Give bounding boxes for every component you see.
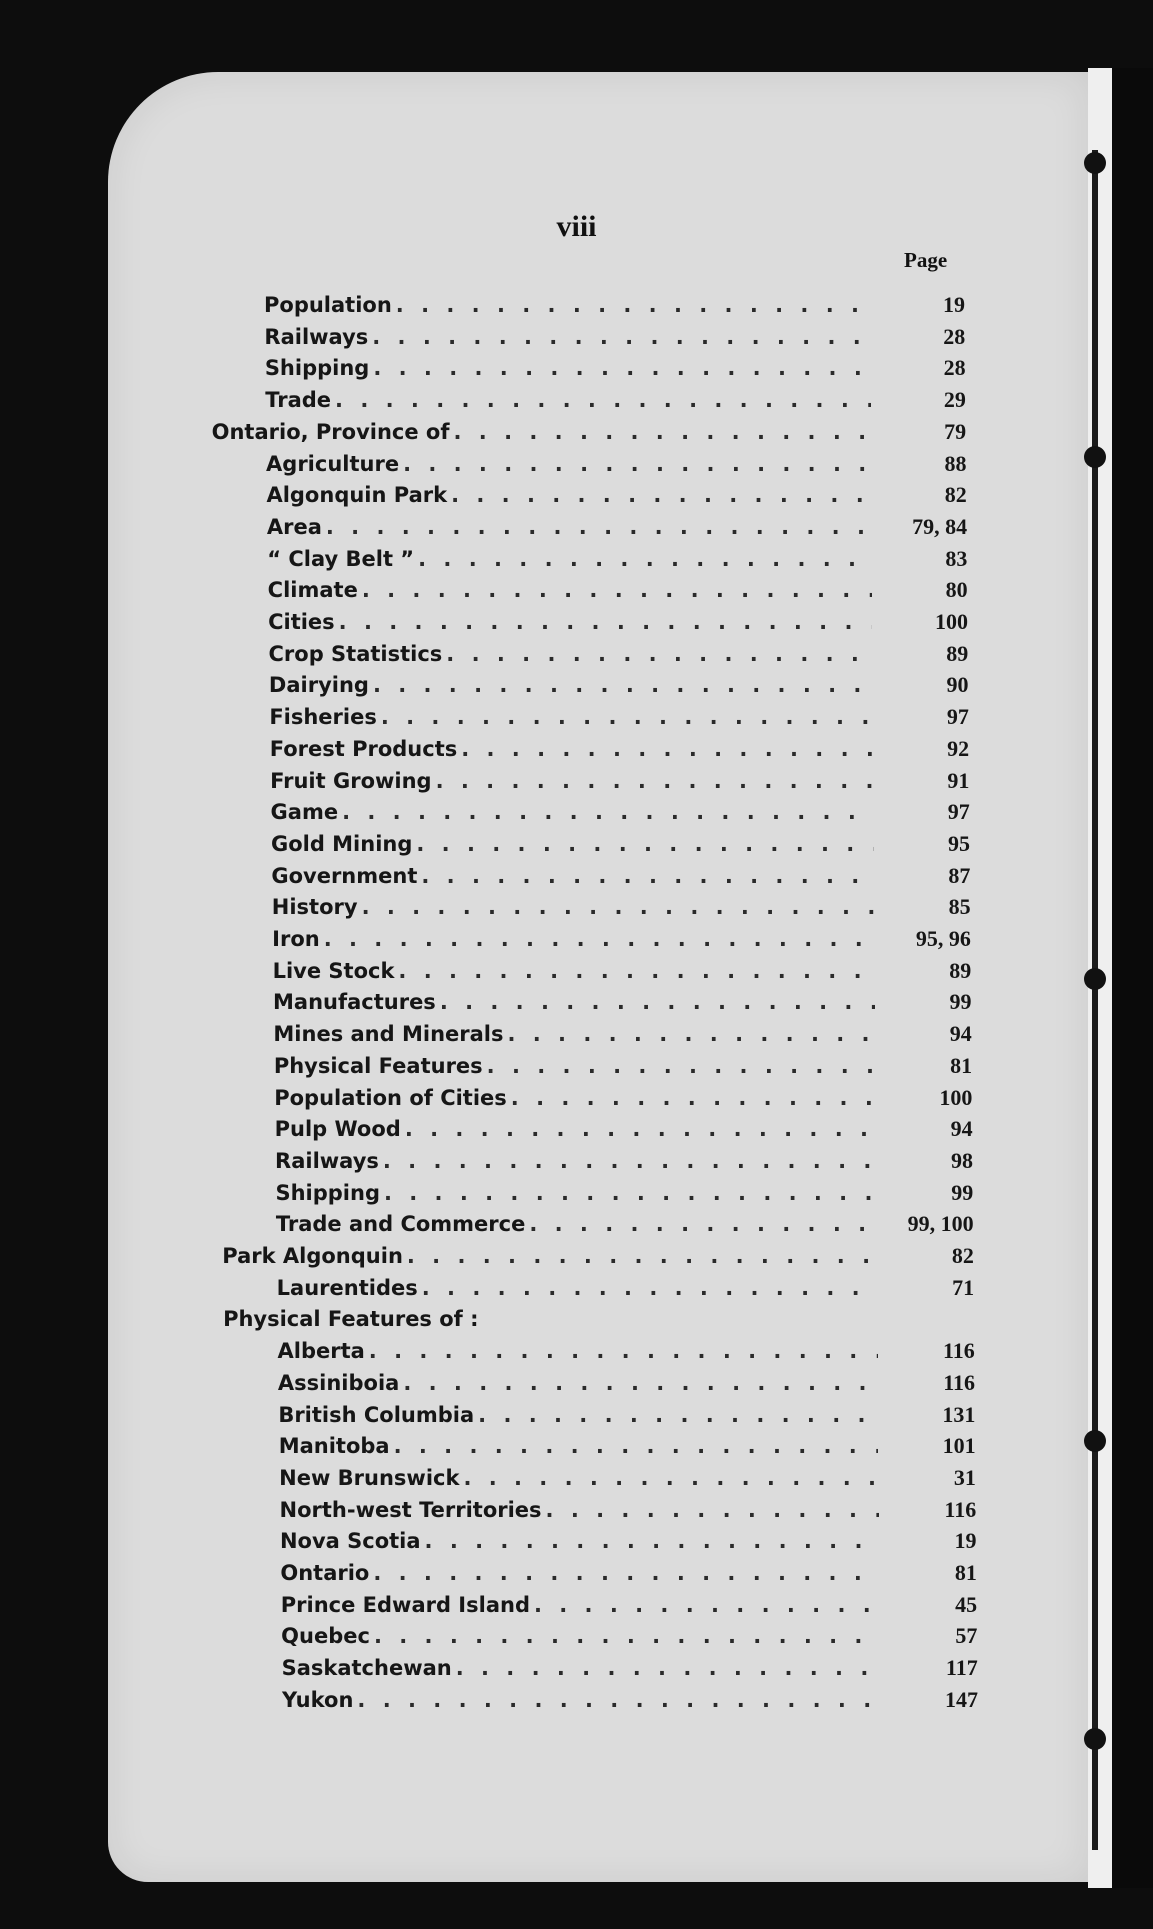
entry-page-number: 95, 96 bbox=[915, 926, 971, 951]
entry-label: Population of Cities bbox=[274, 1085, 507, 1110]
entry-label: Park Algonquin bbox=[222, 1244, 403, 1268]
entry-label: Yukon bbox=[282, 1687, 354, 1712]
dot-leader bbox=[369, 1336, 878, 1366]
entry-label: Physical Features bbox=[273, 1053, 483, 1078]
index-sub-entry bbox=[271, 861, 874, 891]
entry-label: Alberta bbox=[277, 1339, 365, 1364]
index-sub-entry bbox=[271, 829, 874, 859]
index-sub-entry bbox=[275, 1146, 876, 1176]
index-sub-entry bbox=[282, 1653, 880, 1683]
entry-page-number: 116 bbox=[942, 1338, 975, 1364]
index-sub-entry bbox=[265, 385, 870, 415]
index-sub-entry bbox=[280, 1526, 879, 1556]
entry-page-number: 91 bbox=[947, 767, 970, 793]
dot-leader bbox=[461, 734, 873, 764]
entry-label: Saskatchewan bbox=[281, 1656, 452, 1681]
entry-page-number: 29 bbox=[943, 387, 966, 413]
index-heading-entry bbox=[212, 417, 871, 447]
index-sub-entry bbox=[273, 987, 875, 1017]
entry-label: Gold Mining bbox=[270, 831, 413, 856]
page-column-label: Page bbox=[904, 248, 948, 272]
entry-label: Iron bbox=[272, 927, 320, 951]
dot-leader bbox=[373, 670, 873, 700]
dot-leader bbox=[374, 1621, 880, 1651]
index-sub-entry bbox=[272, 892, 875, 922]
entry-page-number: 19 bbox=[954, 1528, 977, 1554]
entry-label: Algonquin Park bbox=[266, 483, 448, 508]
dot-leader bbox=[454, 417, 871, 447]
entry-page-number: 100 bbox=[939, 1084, 973, 1110]
index-sub-entry bbox=[277, 1273, 877, 1303]
index-sub-entry bbox=[264, 290, 870, 320]
scan-border bbox=[1112, 68, 1153, 1888]
entry-page-number: 79, 84 bbox=[912, 513, 968, 539]
entry-label: British Columbia bbox=[278, 1402, 475, 1427]
dot-leader bbox=[546, 1495, 879, 1525]
dot-leader bbox=[463, 1463, 878, 1493]
entry-label: “ Clay Belt ” bbox=[267, 546, 415, 571]
dot-leader bbox=[407, 1241, 877, 1271]
entry-page-number: 99, 100 bbox=[907, 1211, 974, 1237]
entry-label: Shipping bbox=[264, 356, 370, 381]
dot-leader bbox=[373, 1558, 879, 1588]
entry-page-number: 97 bbox=[946, 704, 969, 730]
dot-leader bbox=[396, 290, 870, 320]
index-sub-entry bbox=[282, 1685, 880, 1715]
entry-label: Ontario, Province of bbox=[211, 419, 450, 444]
index-sub-entry bbox=[272, 924, 874, 954]
binding-stitch-icon bbox=[1084, 1430, 1106, 1452]
index-sub-entry bbox=[278, 1400, 878, 1430]
index-sub-entry bbox=[274, 1083, 875, 1113]
entry-label: Trade and Commerce bbox=[275, 1212, 526, 1237]
index-sub-entry bbox=[270, 734, 873, 764]
entry-page-number: 89 bbox=[946, 640, 969, 666]
dot-leader bbox=[373, 353, 870, 383]
dot-leader bbox=[372, 322, 870, 352]
entry-label: History bbox=[271, 895, 358, 920]
dot-leader bbox=[421, 861, 874, 891]
dot-leader bbox=[478, 1400, 878, 1430]
entry-page-number: 100 bbox=[934, 609, 968, 634]
dot-leader bbox=[326, 512, 872, 542]
entry-page-number: 131 bbox=[942, 1401, 976, 1427]
entry-label: Quebec bbox=[281, 1624, 370, 1649]
index-sub-entry bbox=[278, 1336, 878, 1366]
entry-label: Mines and Minerals bbox=[273, 1022, 504, 1047]
dot-leader bbox=[405, 1114, 876, 1144]
dot-leader bbox=[529, 1209, 876, 1239]
entry-page-number: 19 bbox=[943, 292, 965, 317]
dot-leader bbox=[534, 1590, 879, 1620]
index-sub-entry bbox=[279, 1463, 878, 1493]
entry-label: Government bbox=[271, 863, 418, 888]
entry-page-number: 97 bbox=[947, 799, 970, 825]
dot-leader bbox=[383, 1146, 876, 1176]
entry-label: Crop Statistics bbox=[268, 641, 443, 666]
entry-page-number: 28 bbox=[943, 323, 966, 349]
dot-leader bbox=[422, 1273, 877, 1303]
index-sub-entry bbox=[279, 1431, 878, 1461]
dot-leader bbox=[362, 575, 872, 605]
entry-label: Nova Scotia bbox=[279, 1529, 421, 1554]
binding-stitch-icon bbox=[1084, 152, 1106, 174]
binding-stitch-icon bbox=[1084, 446, 1106, 468]
entry-page-number: 88 bbox=[944, 450, 967, 476]
dot-leader bbox=[511, 1083, 876, 1113]
index-sub-entry bbox=[281, 1621, 879, 1651]
index-sub-entry bbox=[273, 956, 875, 986]
dot-leader bbox=[381, 702, 873, 732]
entry-page-number: 57 bbox=[955, 1623, 978, 1649]
entry-label: Laurentides bbox=[276, 1275, 418, 1300]
dot-leader bbox=[416, 829, 873, 859]
dot-leader bbox=[384, 1178, 876, 1208]
index-sub-entry bbox=[281, 1590, 880, 1620]
entry-label: Area bbox=[266, 514, 322, 539]
dot-leader bbox=[440, 987, 875, 1017]
entry-page-number: 94 bbox=[950, 1116, 973, 1142]
entry-label: Ontario bbox=[280, 1561, 370, 1585]
index-sub-entry bbox=[270, 766, 873, 796]
index-sub-entry bbox=[269, 639, 873, 669]
index-sub-entry bbox=[273, 1019, 875, 1049]
entry-label: Railways bbox=[264, 324, 369, 349]
entry-label: Prince Edward Island bbox=[280, 1592, 530, 1617]
entry-page-number: 147 bbox=[945, 1686, 978, 1712]
entry-label: Fisheries bbox=[269, 705, 377, 730]
index-sub-entry bbox=[268, 607, 872, 637]
index-sub-entry bbox=[276, 1209, 877, 1239]
entry-page-number: 90 bbox=[946, 672, 969, 698]
entry-label: Manufactures bbox=[273, 990, 436, 1015]
entry-label: Assiniboia bbox=[277, 1370, 400, 1395]
dot-leader bbox=[335, 385, 871, 415]
dot-leader bbox=[324, 924, 875, 954]
index-sub-entry bbox=[264, 322, 870, 352]
dot-leader bbox=[418, 544, 872, 574]
entry-label: Dairying bbox=[268, 673, 369, 698]
dot-leader bbox=[403, 449, 871, 479]
dot-leader bbox=[507, 1019, 875, 1049]
entry-page-number: 98 bbox=[950, 1147, 973, 1173]
entry-page-number: 82 bbox=[944, 482, 967, 508]
entry-page-number: 92 bbox=[947, 735, 970, 761]
entry-page-number: 31 bbox=[953, 1464, 976, 1490]
binding-stitch-icon bbox=[1084, 1728, 1106, 1750]
binding-stitch-icon bbox=[1084, 968, 1106, 990]
entry-label: Pulp Wood bbox=[274, 1117, 401, 1142]
dot-leader bbox=[446, 639, 872, 669]
entry-label: Manitoba bbox=[278, 1434, 390, 1459]
dot-leader bbox=[339, 607, 873, 637]
entry-page-number: 82 bbox=[951, 1243, 974, 1268]
entry-page-number: 81 bbox=[954, 1560, 977, 1585]
entry-page-number: 116 bbox=[944, 1496, 977, 1522]
index-sub-entry bbox=[271, 797, 874, 827]
entry-page-number: 101 bbox=[942, 1433, 976, 1459]
entry-page-number: 116 bbox=[943, 1369, 976, 1395]
index-sub-entry bbox=[280, 1558, 879, 1588]
index-sub-entry bbox=[278, 1368, 878, 1398]
index-sub-entry bbox=[266, 480, 871, 510]
entry-label: Shipping bbox=[275, 1180, 380, 1205]
entry-label: Physical Features of : bbox=[223, 1307, 479, 1332]
index-sub-entry bbox=[267, 512, 872, 542]
entry-page-number: 85 bbox=[948, 894, 971, 920]
index-sub-entry bbox=[267, 544, 872, 574]
entry-page-number: 71 bbox=[952, 1274, 975, 1300]
index-heading-entry bbox=[222, 1241, 877, 1271]
dot-leader bbox=[487, 1051, 876, 1081]
dot-leader bbox=[357, 1685, 880, 1715]
entry-page-number: 95 bbox=[948, 830, 971, 856]
entry-page-number: 99 bbox=[951, 1179, 974, 1205]
index-sub-entry bbox=[266, 449, 871, 479]
dot-leader bbox=[425, 1526, 879, 1556]
dot-leader bbox=[362, 892, 875, 922]
entry-label: Game bbox=[270, 800, 339, 825]
index-sub-entry bbox=[280, 1495, 879, 1525]
index-sub-entry bbox=[269, 670, 873, 700]
entry-page-number: 87 bbox=[948, 862, 971, 888]
entry-label: Population bbox=[264, 293, 392, 317]
entry-page-number: 79 bbox=[944, 418, 967, 444]
entry-label: Cities bbox=[268, 610, 335, 634]
index-sub-entry bbox=[274, 1051, 876, 1081]
entry-label: Trade bbox=[265, 388, 332, 413]
index-sub-entry bbox=[265, 353, 871, 383]
index-sub-entry bbox=[275, 1178, 876, 1208]
dot-leader bbox=[398, 956, 874, 986]
entry-page-number: 99 bbox=[949, 989, 972, 1015]
entry-label: Fruit Growing bbox=[270, 768, 432, 793]
entry-page-number: 28 bbox=[943, 355, 966, 381]
entry-page-number: 89 bbox=[949, 957, 972, 983]
dot-leader bbox=[342, 797, 874, 827]
entry-label: North-west Territories bbox=[279, 1497, 542, 1522]
entry-label: Live Stock bbox=[272, 958, 395, 983]
entry-label: Climate bbox=[267, 578, 358, 603]
entry-page-number: 83 bbox=[945, 545, 968, 571]
entry-page-number: 80 bbox=[945, 577, 968, 603]
page-number: viii bbox=[556, 210, 597, 243]
entry-page-number: 117 bbox=[945, 1655, 978, 1681]
entry-page-number: 45 bbox=[955, 1591, 978, 1617]
dot-leader bbox=[451, 480, 871, 510]
dot-leader bbox=[403, 1368, 877, 1398]
binding-edge bbox=[1092, 150, 1098, 1850]
entry-label: Agriculture bbox=[266, 451, 400, 476]
dot-leader bbox=[394, 1431, 879, 1461]
index-sub-entry bbox=[269, 702, 873, 732]
entry-label: New Brunswick bbox=[279, 1465, 460, 1490]
dot-leader bbox=[436, 766, 874, 796]
index-sub-entry bbox=[275, 1114, 876, 1144]
entry-page-number: 81 bbox=[950, 1052, 973, 1078]
index-sub-entry bbox=[268, 575, 872, 605]
entry-label: Railways bbox=[275, 1148, 379, 1173]
entry-page-number: 94 bbox=[949, 1021, 972, 1047]
dot-leader bbox=[456, 1653, 880, 1683]
entry-label: Forest Products bbox=[269, 736, 458, 761]
index-heading-entry bbox=[223, 1304, 877, 1334]
